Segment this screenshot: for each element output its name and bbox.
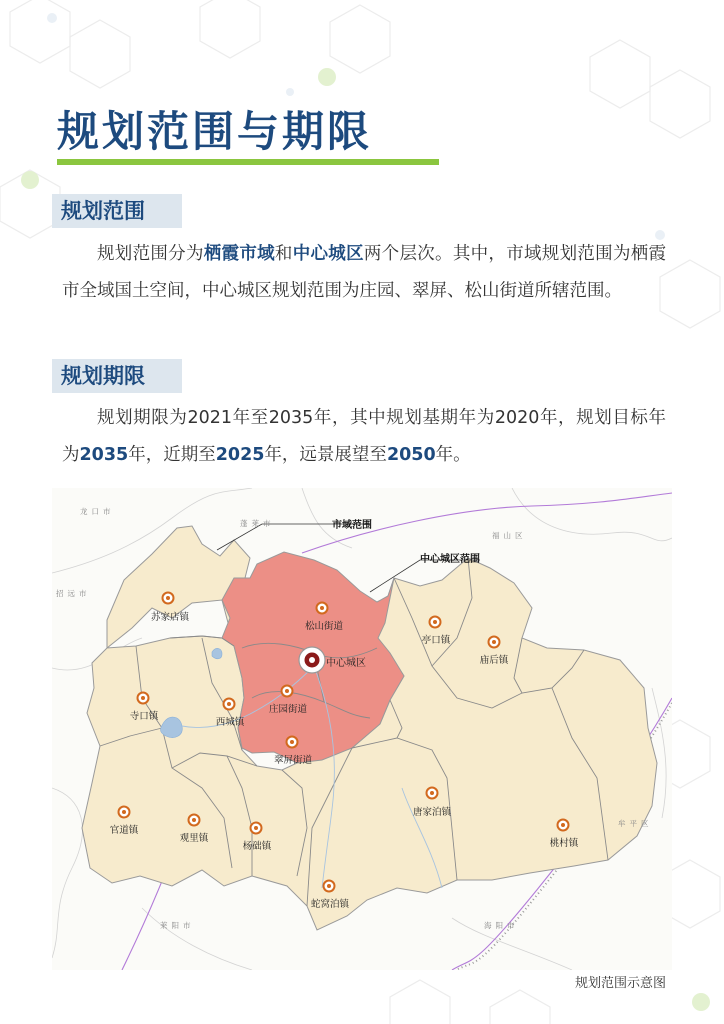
neighbor-label-zhaoyuan: 招远市 [56,589,91,598]
period-bold-target: 2035 [79,445,129,465]
neighbor-label-haiyang: 海阳市 [484,921,519,930]
town-label-xicheng: 西城镇 [215,717,245,728]
section-heading-period: 规划期限 [52,359,182,393]
town-label-tingkou: 亭口镇 [421,635,451,646]
period-paragraph [62,400,666,474]
map-caption: 规划范围示意图 [574,976,666,991]
section-heading-scope: 规划范围 [52,194,182,228]
period-bold-vision: 2050 [386,445,436,465]
neighbor-label-longkou: 龙口市 [80,507,115,516]
town-label-sikou: 寺口镇 [129,711,159,722]
town-label-yangchu: 杨础镇 [242,841,272,852]
page-title: 规划范围与期限 [57,107,373,156]
town-label-songshan: 松山街道 [304,621,344,632]
scope-bold-city: 栖霞市域 [203,244,275,264]
scope-paragraph [62,236,666,310]
town-label-taocun: 桃村镇 [549,838,579,849]
town-label-tangjiapo: 唐家泊镇 [412,807,452,818]
scope-text-2: 和 [274,244,293,264]
town-label-guanli: 观里镇 [179,833,209,844]
town-label-guandao: 官道镇 [109,825,139,836]
town-label-miaohou: 庙后镇 [479,655,509,666]
period-text-2: 年，近期至 [128,445,216,465]
town-label-zhuangyuan: 庄园街道 [268,704,308,715]
period-text-1: 规划期限为2021年至2035年，其中规划基期年为2020年，规划目标年为 [62,408,666,465]
town-label-sujiadian: 苏家店镇 [150,612,190,623]
neighbor-label-penglai: 蓬莱市 [240,519,275,528]
period-bold-near: 2025 [215,445,265,465]
period-text-4: 年。 [435,445,471,465]
scope-text-3: 两个层次。其中，市域规划范围为栖霞市全域国土空间，中心城区规划范围为庄园、翠屏、松山街道所辖范围。 [62,244,667,301]
neighbor-label-muping: 牟平区 [618,819,653,828]
town-label-shewopo: 蛇窝泊镇 [310,899,350,910]
map-graphic [52,488,672,970]
planning-scope-map [52,488,672,970]
town-label-cuiping: 翠屏街道 [273,755,313,766]
callout-center-district: 中心城区范围 [420,554,480,565]
callout-city-scope: 市域范围 [332,520,372,531]
scope-text-1: 规划范围分为 [97,244,204,264]
center-city-label: 中心城区 [326,658,366,669]
title-underline [57,159,439,165]
scope-bold-center: 中心城区 [292,244,364,264]
neighbor-label-laiyang: 莱阳市 [160,921,195,930]
period-text-3: 年，远景展望至 [264,445,387,465]
neighbor-label-fushan: 福山区 [492,531,527,540]
